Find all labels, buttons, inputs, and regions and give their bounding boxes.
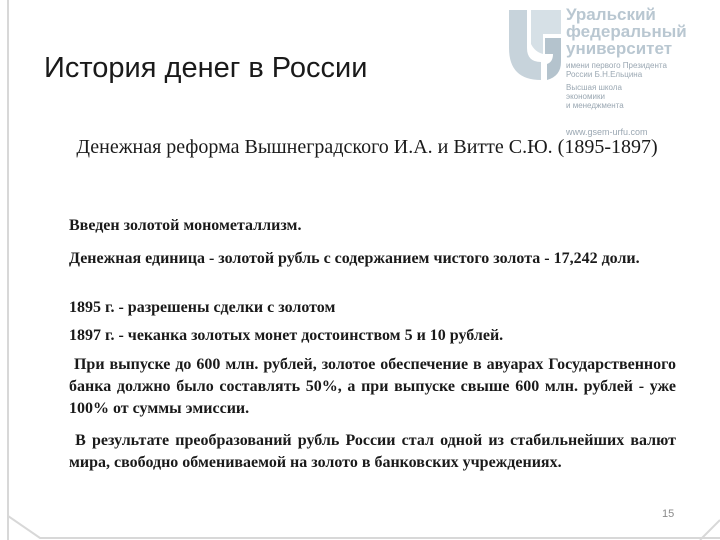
page-title: История денег в России — [44, 52, 368, 84]
page-number: 15 — [662, 508, 675, 520]
paragraph-1895: 1895 г. - разрешены сделки с золотом — [69, 299, 336, 316]
logo-title-line2: федеральный — [566, 22, 687, 41]
logo-school-line2: экономики — [566, 92, 605, 101]
logo-title-line3: университет — [566, 39, 673, 58]
paragraph-1897: 1897 г. - чеканка золотых монет достоинством 5 и 10 рублей. — [69, 327, 504, 344]
paragraph-gold-backing: При выпуске до 600 млн. рублей, золотое обеспечение в авуарах Государственного банка должно было составлять 50%, а при выпуске свыше 600 млн. рублей - уже 100% от суммы эмиссии. — [69, 356, 681, 417]
paragraph-result: В результате преобразований рубль России стал одной из стабильнейших валют мира, свободно обмениваемой на золото в банковских учреждениях. — [69, 432, 681, 471]
paragraph-monometallism: Введен золотой монометаллизм. — [69, 217, 302, 234]
urfu-emblem-icon — [503, 4, 567, 84]
paragraph-currency-unit: Денежная единица - золотой рубль с содержанием чистого золота - 17,242 доли. — [69, 250, 640, 267]
logo-subtitle-line1: имени первого Президента — [566, 61, 667, 70]
logo-url: www.gsem-urfu.com — [566, 127, 648, 137]
frame-left-border — [7, 0, 9, 540]
logo-school-line1: Высшая школа — [566, 83, 622, 92]
logo-school-line3: и менеджмента — [566, 101, 624, 110]
slide-subtitle: Денежная реформа Вышнеградского И.А. и Витте С.Ю. (1895-1897) — [76, 136, 658, 158]
logo-subtitle-line2: России Б.Н.Ельцина — [566, 70, 643, 79]
university-logo — [503, 4, 717, 144]
logo-title-line1: Уральский — [566, 5, 656, 24]
